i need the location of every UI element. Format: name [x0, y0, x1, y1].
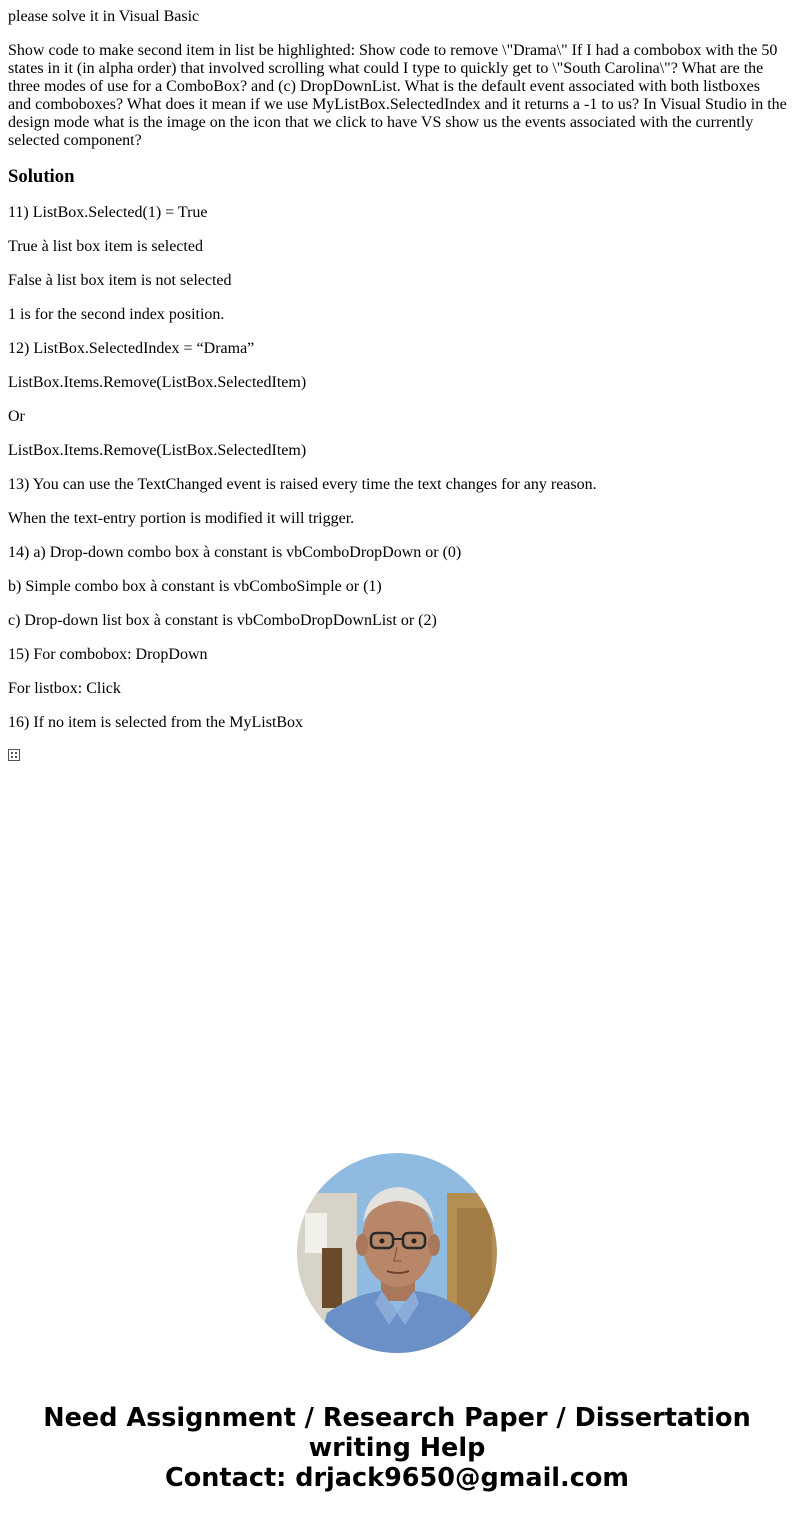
page-title: please solve it in Visual Basic: [8, 8, 200, 25]
solution-heading: Solution: [8, 166, 75, 187]
solution-line: 14) a) Drop-down combo box à constant is vbComboDropDown or (0): [8, 544, 462, 561]
solution-line: 11) ListBox.Selected(1) = True: [8, 204, 208, 221]
solution-line: 13) You can use the TextChanged event is raised every time the text changes for any reason.: [8, 476, 597, 493]
solution-line: c) Drop-down list box à constant is vbComboDropDownList or (2): [8, 612, 437, 629]
promo-line: writing Help: [308, 1433, 486, 1463]
author-photo: [297, 1153, 497, 1353]
solution-line: When the text-entry portion is modified it will trigger.: [8, 510, 355, 527]
solution-line: False à list box item is not selected: [8, 272, 232, 289]
promo-contact: Contact: drjack9650@gmail.com: [165, 1463, 629, 1493]
question-text: Show code to make second item in list be highlighted: Show code to remove \"Drama\" If I had a combobox with the 50 states in it (in alpha order) that involved scrolling what could I type to quickly get to \"South Carolina\"? What are the three modes of use for a ComboBox? and (c) DropDownList. What is the default event associated with both listboxes and comboboxes? What does it mean if we use MyListBox.SelectedIndex and it returns a -1 to us? In Visual Studio in the design mode what is the image on the icon that we click to have VS show us the events associated with the currently selected component?: [8, 42, 787, 149]
solution-line: Or: [8, 408, 25, 425]
solution-line: For listbox: Click: [8, 680, 121, 697]
broken-image-icon: [8, 749, 20, 761]
solution-line: 16) If no item is selected from the MyListBox: [8, 714, 304, 731]
solution-line: 1 is for the second index position.: [8, 306, 225, 323]
promo-line: Need Assignment / Research Paper / Dissertation: [43, 1403, 751, 1433]
solution-line: True à list box item is selected: [8, 238, 203, 255]
solution-line: ListBox.Items.Remove(ListBox.SelectedItem): [8, 442, 307, 459]
promo-banner: [0, 1403, 794, 1493]
solution-line: b) Simple combo box à constant is vbComboSimple or (1): [8, 578, 382, 595]
solution-line: 12) ListBox.SelectedIndex = “Drama”: [8, 340, 255, 357]
document-body: [8, 8, 787, 766]
author-photo-graphic: [297, 1153, 497, 1353]
solution-line: ListBox.Items.Remove(ListBox.SelectedItem): [8, 374, 307, 391]
solution-line: 15) For combobox: DropDown: [8, 646, 208, 663]
